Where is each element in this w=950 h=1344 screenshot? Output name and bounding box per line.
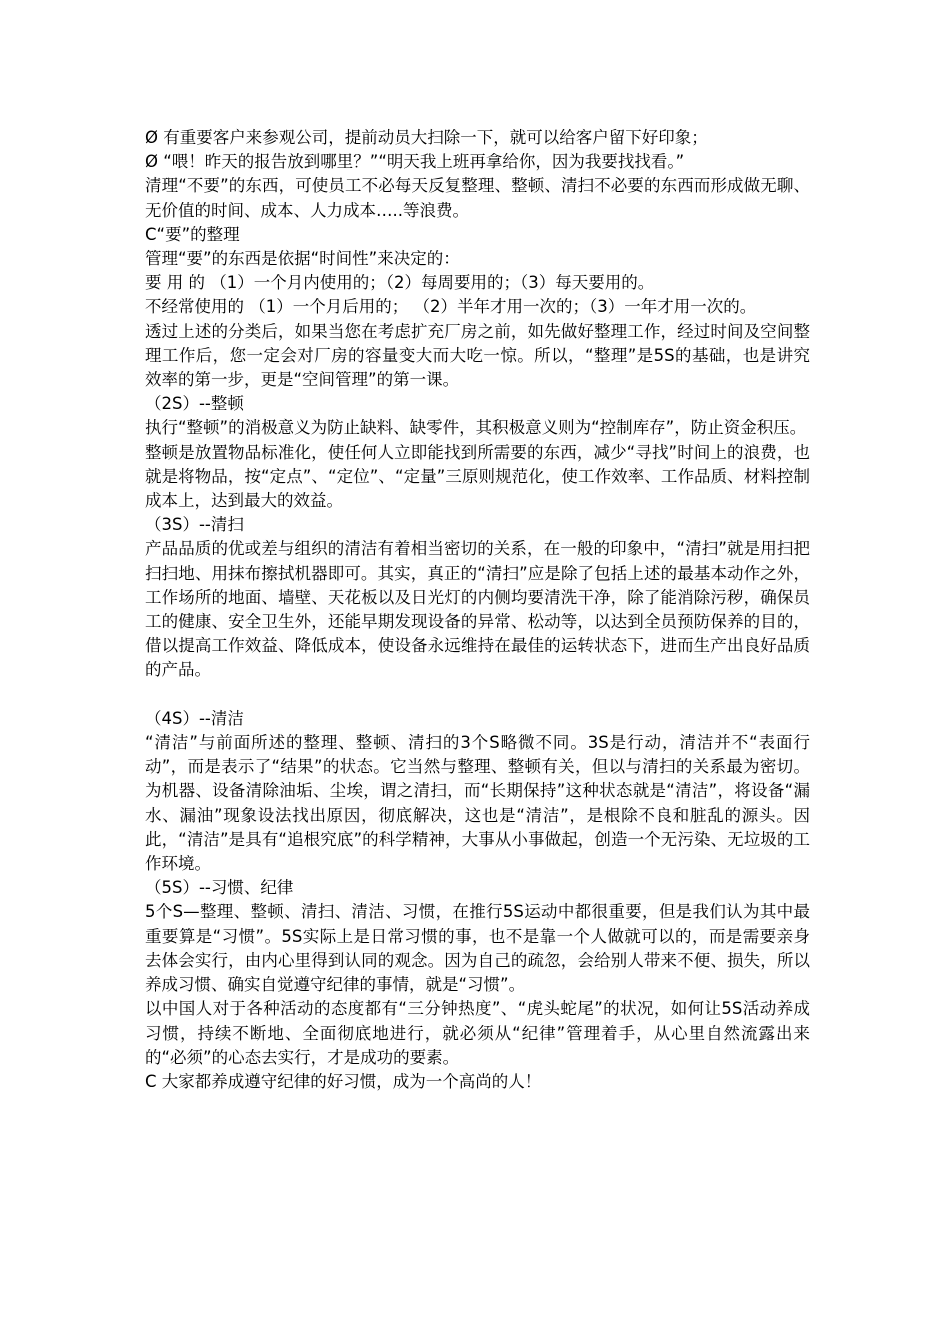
body-paragraph: “清洁”与前面所述的整理、整顿、清扫的3个S略微不同。3S是行动，清洁并不“表面行动”，而是表示了“结果”的状态。它当然与整理、整顿有关，但以与清扫的关系最为密切。为机器、设备清除油垢、尘埃，谓之清扫，而“长期保持”这种状态就是“清洁”，将设备“漏水、漏油”现象设法找出原因，彻底解决，这也是“清洁”，是根除不良和脏乱的源头。因此，“清洁”是具有“追根究底”的科学精神，大事从小事做起，创造一个无污染、无垃圾的工作环境。 [145,733,810,874]
body-paragraph: 不经常使用的 （1）一个月后用的； （2）半年才用一次的；（3）一年才用一次的。 [145,297,757,317]
document-page [145,126,810,1094]
body-paragraph: 管理“要”的东西是依据“时间性”来决定的： [145,249,460,269]
subheading: C“要”的整理 [145,224,240,244]
body-paragraph: 清理“不要”的东西，可使员工不必每天反复整理、整顿、清扫不必要的东西而形成做无聊、无价值的时间、成本、人力成本…..等浪费。 [145,176,810,220]
body-paragraph: 执行“整顿”的消极意义为防止缺料、缺零件，其积极意义则为“控制库存”，防止资金积压。 [145,418,807,438]
body-paragraph: 整顿是放置物品标准化，使任何人立即能找到所需要的东西，减少“寻找”时间上的浪费，也就是将物品，按“定点”、“定位”、“定量”三原则规范化，使工作效率、工作品质、材料控制成本上，达到最大的效益。 [145,442,810,511]
section-heading-3s: （3S）--清扫 [145,515,244,535]
closing-line: C 大家都养成遵守纪律的好习惯，成为一个高尚的人！ [145,1071,542,1091]
section-heading-4s: （4S）--清洁 [145,708,244,728]
blank-line [145,683,810,707]
body-paragraph: 5个S—整理、整顿、清扫、清洁、习惯，在推行5S运动中都很重要，但是我们认为其中最重要算是“习惯”。5S实际上是日常习惯的事，也不是靠一个人做就可以的，而是需要亲身去体会实行，由内心里得到认同的观念。因为自己的疏忽，会给别人带来不便、损失，所以养成习惯、确实自觉遵守纪律的事情，就是“习惯”。 [145,902,810,995]
section-heading-5s: （5S）--习惯、纪律 [145,878,294,898]
body-paragraph: 产品品质的优或差与组织的清洁有着相当密切的关系，在一般的印象中，“清扫”就是用扫把扫扫地、用抹布擦拭机器即可。其实，真正的“清扫”应是除了包括上述的最基本动作之外，工作场所的地面、墙壁、天花板以及日光灯的内侧均要清洗干净，除了能消除污秽，确保员工的健康、安全卫生外，还能早期发现设备的异常、松动等，以达到全员预防保养的目的，借以提高工作效益、降低成本，使设备永远维持在最佳的运转状态下，进而生产出良好品质的产品。 [145,539,810,680]
section-heading-2s: （2S）--整顿 [145,394,244,414]
bullet-paragraph: Ø “喂！昨天的报告放到哪里？”“明天我上班再拿给你，因为我要找找看。” [145,152,685,172]
body-paragraph: 以中国人对于各种活动的态度都有“三分钟热度”、“虎头蛇尾”的状况，如何让5S活动养成习惯，持续不断地、全面彻底地进行，就必须从“纪律”管理着手，从心里自然流露出来的“必须”的心态去实行，才是成功的要素。 [145,999,810,1067]
bullet-paragraph: Ø 有重要客户来参观公司，提前动员大扫除一下，就可以给客户留下好印象； [145,128,708,147]
body-paragraph: 要 用 的 （1）一个月内使用的；（2）每周要用的；（3）每天要用的。 [145,273,655,293]
body-paragraph: 透过上述的分类后，如果当您在考虑扩充厂房之前，如先做好整理工作，经过时间及空间整理工作后，您一定会对厂房的容量变大而大吃一惊。所以，“整理”是5S的基础，也是讲究效率的第一步，更是“空间管理”的第一课。 [145,321,810,390]
